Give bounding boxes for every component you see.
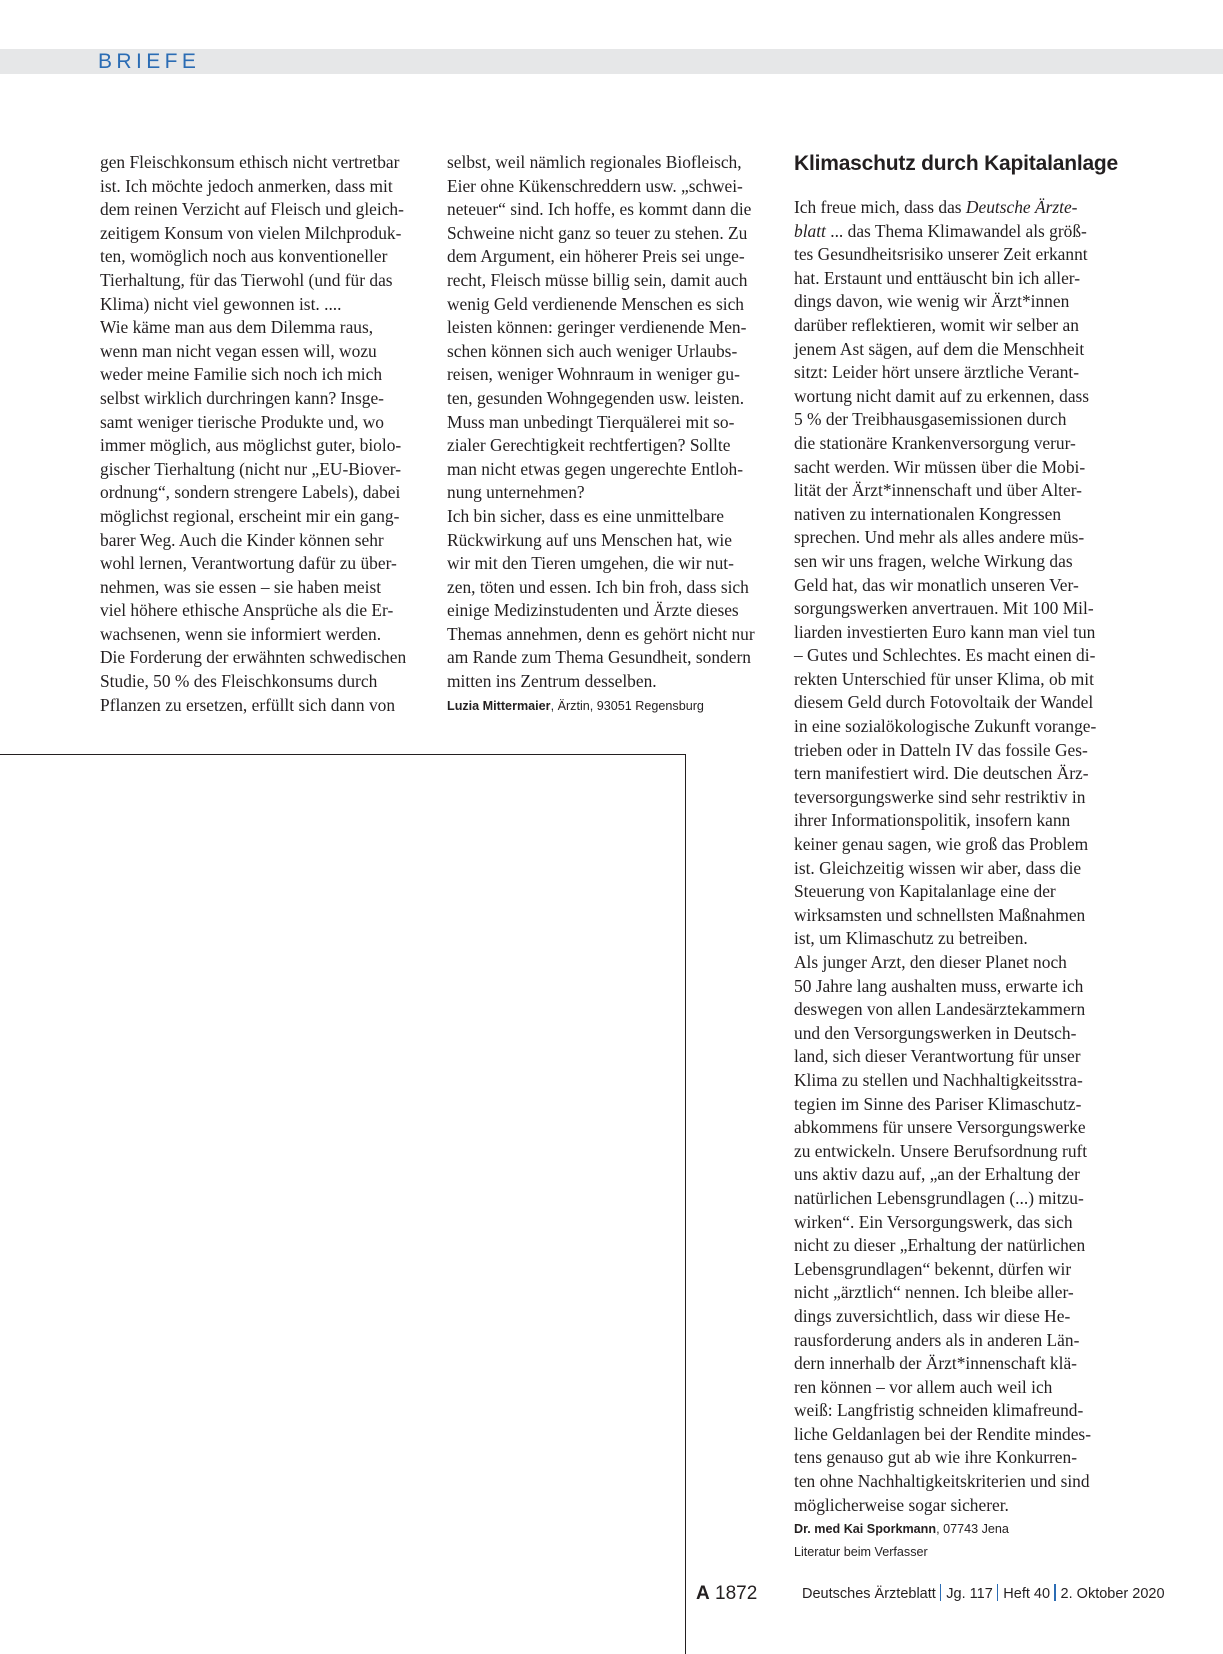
text-line: Pflanzen zu ersetzen, erfüllt sich dann von [100,694,396,715]
text-line: in eine sozialökologische Zukunft vorange- [794,716,1097,737]
text-line: 50 Jahre lang aushalten muss, erwarte ich [794,975,1084,996]
text-line: schen können sich auch weniger Urlaubs- [447,340,738,361]
text-line: teversorgungswerke sind sehr restriktiv in [794,786,1086,807]
separator [1054,1584,1056,1601]
text-line: diesem Geld durch Fotovoltaik der Wandel [794,692,1094,713]
text-line: nativen zu internationalen Kongressen [794,503,1062,524]
journal-name: Deutsches Ärzteblatt [802,1586,936,1602]
text-line: gischer Tierhaltung (nicht nur „EU-Biover- [100,458,402,479]
text-line: selbst, weil nämlich regionales Biofleisch, [447,152,742,172]
letter1-column-2 [447,151,782,715]
text-line: dings davon, wie wenig wir Ärzt*innen [794,291,1070,312]
text-line: Rückwirkung auf uns Menschen hat, wie [447,529,732,550]
text-line: sprechen. Und mehr als alles andere müs- [794,527,1085,548]
text-line: wenn man nicht vegan essen will, wozu [100,340,377,361]
text-line: wirksamsten und schnellsten Maßnahmen [794,904,1086,925]
journal-info [802,1582,1165,1606]
text-line: tes Gesundheitsrisiko unserer Zeit erkannt [794,244,1088,265]
text-line: viel höhere ethische Ansprüche als die Er- [100,600,394,621]
text-line: trieben oder in Datteln IV das fossile Ges- [794,739,1088,760]
text-line: immer möglich, aus möglichst guter, biolo- [100,435,402,456]
text-line: Ich bin sicher, dass es eine unmittelbare [447,505,724,526]
text-line: weiß: Langfristig schneiden klimafreund- [794,1400,1084,1421]
text-line: wortung nicht damit auf zu erkennen, dass [794,385,1090,406]
text-line: Als junger Arzt, den dieser Planet noch [794,952,1067,972]
text-line: keiner genau sagen, wie groß das Problem [794,834,1089,855]
text-line: wir mit den Tieren umgehen, die wir nut- [447,553,734,574]
text-line: barer Weg. Auch die Kinder können sehr [100,529,384,550]
page-number: A 1872 [696,1583,758,1604]
text-line: die stationäre Krankenversorgung verur- [794,432,1076,453]
text-line: wenig Geld verdienende Menschen es sich [447,293,744,314]
text-line: tens genauso gut ab wie ihre Konkurren- [794,1447,1077,1468]
text-line: möglicherweise sogar sicherer. [794,1494,1009,1515]
text-line: Muss man unbedingt Tierquälerei mit so- [447,411,735,432]
text-line: ten, womöglich noch aus konventioneller [100,246,388,267]
text-line: Eier ohne Kükenschreddern usw. „schwei- [447,175,743,196]
text-line: Klima zu stellen und Nachhaltigkeitsstra- [794,1069,1083,1090]
text-line: Klima) nicht viel gewonnen ist. .... [100,293,342,314]
text-line: rausforderung anders als in anderen Län- [794,1329,1080,1350]
text-line: zialer Gerechtigkeit rechtfertigen? Sollte [447,435,731,456]
text-line: dern innerhalb der Ärzt*innenschaft klä- [794,1353,1077,1374]
text-line: Studie, 50 % des Fleischkonsums durch [100,671,378,692]
text-line: ten, gesunden Wohngegenden usw. leisten. [447,387,745,408]
text-line: am Rande zum Thema Gesundheit, sondern [447,647,751,668]
text-line: dem reinen Verzicht auf Fleisch und gleich- [100,199,404,220]
text-line: liarden investierten Euro kann man viel tun [794,621,1096,642]
text-line: hat. Erstaunt und enttäuscht bin ich aller- [794,267,1081,288]
text-line: leisten können: geringer verdienende Men- [447,317,747,338]
letter2-note: Literatur beim Verfasser [794,1545,928,1560]
text-line: ordnung“, sondern strengere Labels), dabei [100,482,401,503]
text-line: Tierhaltung, für das Tierwohl (und für das [100,269,393,290]
text-line: einige Medizinstudenten und Ärzte dieses [447,600,739,621]
text-line: sorgungswerken anvertrauen. Mit 100 Mil- [794,598,1094,619]
text-line: ihrer Informationspolitik, insofern kann [794,810,1071,831]
text-line: sen wir uns fragen, welche Wirkung das [794,550,1073,571]
text-line: Schweine nicht ganz so teuer zu stehen. Zu [447,222,748,243]
letter2-author-info: , 07743 Jena [936,1522,1009,1537]
separator [940,1584,942,1601]
text-line: weder meine Familie sich noch ich mich [100,364,383,385]
text-line: samt weniger tierische Produkte und, wo [100,411,384,432]
image-frame-top-border [0,754,686,755]
text-line: man nicht etwas gegen ungerechte Entloh- [447,458,744,479]
text-line: ist. Gleichzeitig wissen wir aber, dass die [794,857,1082,878]
text-line: zeitigem Konsum von vielen Milchproduk- [100,222,402,243]
text-line: – Gutes und Schlechtes. Es macht einen di- [794,645,1096,666]
text-line: recht, Fleisch müsse billig sein, damit auch [447,269,748,290]
letter1-author-name: Luzia Mittermaier [447,698,551,713]
letter1-author-info: , Ärztin, 93051 Regensburg [550,698,704,713]
text-line: neteuer“ sind. Ich hoffe, es kommt dann die [447,199,752,220]
text-line: gen Fleischkonsum ethisch nicht vertretbar [100,152,400,172]
text-line: nung unternehmen? [447,482,585,503]
text-line: zen, töten und essen. Ich bin froh, dass sich [447,576,749,597]
text-line: selbst wirklich durchringen kann? Insge- [100,387,384,408]
text-line: land, sich dieser Verantwortung für unser [794,1046,1081,1067]
text-line: Geld hat, das wir monatlich unseren Ver- [794,574,1079,595]
letter2-title: Klimaschutz durch Kapitalanlage [794,152,1119,175]
text-line: Lebensgrundlagen“ bekennt, dürfen wir [794,1258,1072,1279]
text-line: tern manifestiert wird. Die deutschen Ärz- [794,763,1089,784]
text-line: 5 % der Treibhausgasemissionen durch [794,409,1067,430]
text-line: deswegen von allen Landesärztekammern [794,999,1086,1020]
text-line: jenem Ast sägen, auf dem die Menschheit [794,338,1085,359]
letter1-byline [447,698,782,715]
text-line: tegien im Sinne des Pariser Klimaschutz- [794,1093,1082,1114]
letter2-byline [794,1521,1129,1538]
image-frame-right-border [685,754,686,1654]
journal-volume: Jg. 117 [946,1586,993,1602]
text-line: darüber reflektieren, womit wir selber an [794,314,1079,335]
separator [997,1584,999,1601]
text-line: uns aktiv dazu auf, „an der Erhaltung der [794,1164,1080,1185]
text-line: wirken“. Ein Versorgungswerk, das sich [794,1211,1073,1232]
text-line: Themas annehmen, denn es gehört nicht nur [447,623,755,644]
text-line: abkommens für unsere Versorgungswerke [794,1117,1086,1138]
text-line: lität der Ärzt*innenschaft und über Alter- [794,480,1082,501]
text-line: nehmen, was sie essen – sie haben meist [100,576,382,597]
text-line: mitten ins Zentrum desselben. [447,671,657,692]
text-line: wachsenen, wenn sie informiert werden. [100,623,382,644]
text-line: sacht werden. Wir müssen über die Mobi- [794,456,1086,477]
text-line: dings zuversichtlich, dass wir diese He- [794,1305,1071,1326]
letter2-column [794,196,1129,1561]
text-line: zu entwickeln. Unsere Berufsordnung ruft [794,1140,1088,1161]
text-line: dem Argument, ein höherer Preis sei unge- [447,246,745,267]
letter1-column-1 [100,151,435,717]
text-line: ten ohne Nachhaltigkeitskriterien und sind [794,1471,1090,1492]
journal-issue: Heft 40 [1003,1586,1051,1602]
text-line: ist, um Klimaschutz zu betreiben. [794,928,1028,949]
text-line: ren können – vor allem auch weil ich [794,1376,1053,1397]
text-line: wohl lernen, Verantwortung dafür zu über- [100,553,397,574]
section-label: BRIEFE [98,50,201,73]
journal-date: 2. Oktober 2020 [1060,1586,1165,1602]
text-line: nicht zu dieser „Erhaltung der natürlichen [794,1235,1086,1256]
text-line: rekten Unterschied für unser Klima, ob mit [794,668,1094,689]
text-line: Ich freue mich, dass das Deutsche Ärzte- [794,197,1078,217]
text-line: natürlichen Lebensgrundlagen (...) mitzu- [794,1187,1084,1208]
text-line: blatt ... das Thema Klimawandel als größ- [794,220,1087,241]
text-line: möglichst regional, erscheint mir ein gang- [100,505,400,526]
text-line: nicht „ärztlich“ nennen. Ich bleibe aller- [794,1282,1074,1303]
text-line: liche Geldanlagen bei der Rendite mindes- [794,1423,1091,1444]
text-line: Steuerung von Kapitalanlage eine der [794,881,1056,902]
text-line: Die Forderung der erwähnten schwedischen [100,647,407,668]
letter2-author-name: Dr. med Kai Sporkmann [794,1522,937,1537]
text-line: ist. Ich möchte jedoch anmerken, dass mit [100,175,393,196]
text-line: und den Versorgungswerken in Deutsch- [794,1022,1077,1043]
text-line: Wie käme man aus dem Dilemma raus, [100,317,374,338]
text-line: reisen, weniger Wohnraum in weniger gu- [447,364,740,385]
text-line: sitzt: Leider hört unsere ärztliche Verant- [794,362,1080,383]
